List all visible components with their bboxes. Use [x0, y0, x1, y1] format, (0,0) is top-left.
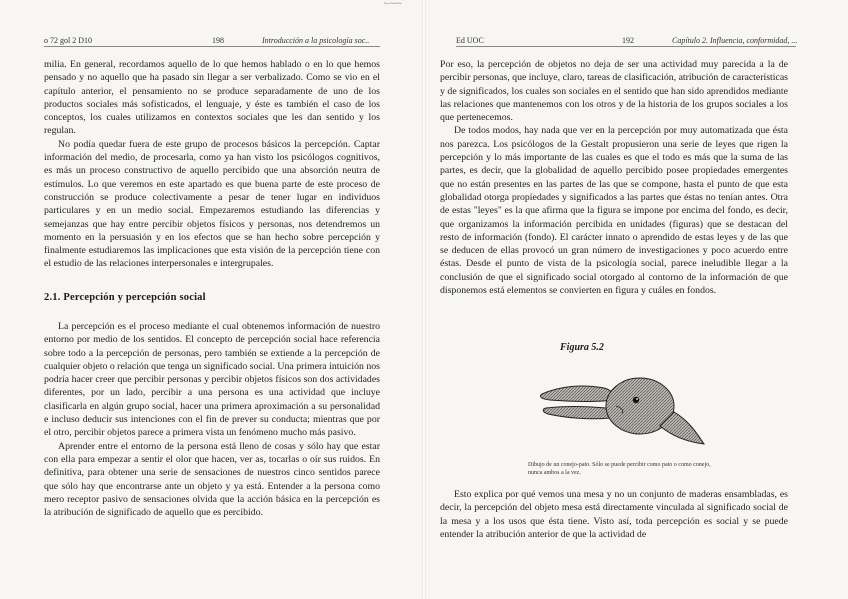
left-intro-text [44, 58, 380, 271]
paragraph: milia. En general, recordamos aquello de lo que hemos hablado o en lo que hemos pensado y no aquello que ha pasado sin llegar a ser verbalizado. Como se vio en el capítulo anterior, el pensamiento no se produce separadamente de uno de los productos sociales más sofisticados, el lenguaje, y éste es también el caso de los conceptos, los cuales utilizamos en contextos sociales que les dan sentido y los regulan. [44, 59, 380, 137]
paragraph: No podía quedar fuera de este grupo de procesos básicos la percepción. Captar información del medio, de procesarla, como ya han visto los psicólogos cognitivos, es más un proceso constructivo de aquello percibido que una absorción neutra de estímulos. Lo que veremos en este apartado es que buena parte de este proceso de construcción se produce colectivamente a pesar de tener lugar en individuos particulares y en un medio social. Empezaremos estudiando las diferencias y semejanzas que hay entre percibir objetos físicos y personas, nos detendremos un momento en la persuasión y en los efectos que se han hecho sobre percepción y finalmente estudiaremos las implicaciones que esta visión de la percepción tiene con el estudio de las relaciones interpersonales e intergrupales. [44, 138, 380, 270]
paragraph: Esto explica por qué vemos una mesa y no un conjunto de maderas ensambladas, es decir, la percepción del objeto mesa está directamente vinculada al significado social de la mesa y a los usos que ésta tiene. Visto así, toda percepción es social y se puede entender la atribución anterior de que la actividad de [440, 489, 788, 540]
figure-caption: Dibujo de un conejo-pato. Sólo se puede percibir como pato o como conejo, nunca ambos a la vez. [528, 462, 711, 476]
paragraph: Por eso, la percepción de objetos no deja de ser una actividad muy parecida a la de percibir personas, que incluye, claro, tareas de clasificación, atribución de características y de significados, los cuales son sociales en el sentido que han sido aprendidos mediante las relaciones que mantenemos con los otros y de la historia de los grupos sociales a los que pertenecemos. [440, 59, 788, 124]
right-header-title: Capítulo 2. Influencia, conformidad, ... [672, 36, 798, 45]
paragraph: De todos modos, hay nada que ver en la percepción por muy automatizada que ésta nos parezca. Los psicólogos de la Gestalt propusieron una serie de leyes que rigen la percepción y lo más importante de las cuales es que el todo es más que la suma de las partes, es decir, que la globalidad de aquello percibido posee propiedades emergentes que no están presentes en las partes de las que se compone, hasta el punto de que esta globalidad otorga propiedades y significados a las partes que éstas no tenían antes. Otra de estas "leyes" es la que afirma que la figura se impone por encima del fondo, es decir, que organizamos la información percibida en unidades (figuras) que se destacan del resto de información (fondo). El carácter innato o aprendido de estas leyes y de las que se deducen de ellas provocó un gran número de investigaciones y poco acuerdo entre éstas. Desde el punto de vista de la psicología social, parece ineludible llegar a la conclusión de que el significado social otorgado al contorno de la información de que disponemos está elementos se convierten en figura y cuáles en fondos. [440, 125, 788, 297]
section-heading: 2.1. Percepción y percepción social [44, 292, 206, 303]
right-after-figure-text [440, 488, 788, 541]
left-header-left: o 72 gol 2 D10 [44, 36, 92, 45]
right-header-page-number: 192 [622, 36, 634, 45]
left-section-text [44, 320, 380, 519]
figure-title: Figura 5.2 [560, 342, 604, 353]
paragraph: La percepción es el proceso mediante el cual obtenemos información de nuestro entorno por medio de los sentidos. El concepto de percepción social hace referencia sobre todo a la percepción de personas, pero también se extiende a la percepción de cualquier objeto o relación que tenga un significado social. Una primera intuición nos podría hacer creer que percibir personas y percibir objetos físicos son dos actividades diferentes, por un lado, percibir a una persona es una actividad que incluye clasificarla en algún grupo social, hacer una primera aproximación a su personalidad e incluso deducir sus intenciones con el fin de prever su conducta; mientras que por el otro, percibir objetos parece a primera vista un fenómeno mucho más pasivo. [44, 321, 380, 439]
rabbit-duck-drawing [520, 360, 730, 460]
right-header-left: Ed UOC [456, 36, 484, 45]
top-scan-mark: ~·~~~ [384, 0, 402, 8]
paragraph: Aprender entre el entorno de la persona está lleno de cosas y sólo hay que estar con ella para empezar a sentir el olor que hacen, ver as, tocarlas o oír sus ruidos. En definitiva, para obtener una serie de sensaciones de nuestros cinco sentidos parece que sólo hay que encontrarse ante un objeto y ya está. Entender a la persona como mero receptor pasivo de sensaciones olvida que la acción básica en la percepción es la atribución de significado de aquello que es percibido. [44, 440, 380, 519]
right-header-rule [456, 46, 796, 47]
left-header-title: Introducción a la psicología soc.. [262, 36, 370, 45]
left-header-page-number: 198 [212, 36, 224, 45]
right-intro-text [440, 58, 788, 297]
left-header-rule [44, 46, 380, 47]
rabbit-duck-figure [520, 360, 730, 460]
